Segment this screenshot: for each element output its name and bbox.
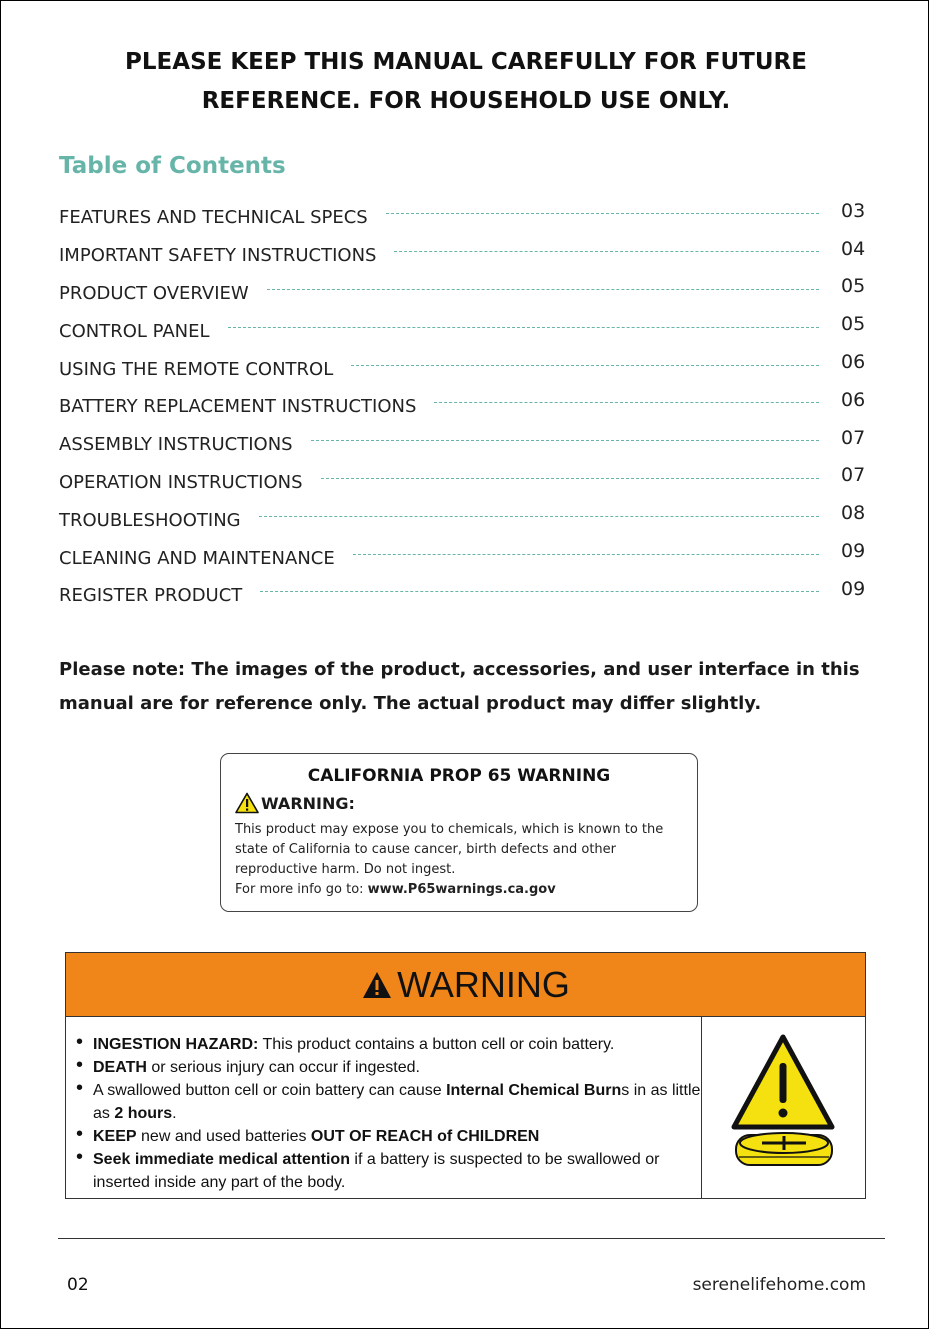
toc-entry[interactable] [59,422,871,460]
warning-emphasis: KEEP [93,1128,137,1145]
toc-leader-dots [386,213,819,214]
warning-emphasis: 2 hours [114,1105,173,1122]
battery-warning-item [76,1148,701,1194]
toc-entry-page: 07 [841,426,866,449]
warning-text: new and used batteries [136,1128,311,1145]
toc-entry-label: CLEANING AND MAINTENANCE [59,547,335,569]
coin-battery-hazard-icon [702,1017,865,1198]
header-line-2: REFERENCE. FOR HOUSEHOLD USE ONLY. [201,88,731,114]
toc-entry[interactable] [59,384,871,422]
toc-entry-label: USING THE REMOTE CONTROL [59,358,334,380]
header-line-1: PLEASE KEEP THIS MANUAL CAREFULLY FOR FUTURE [125,49,807,75]
toc-entry-label: CONTROL PANEL [59,320,210,342]
toc-entry[interactable] [59,497,871,535]
toc-entry-page: 06 [841,388,866,411]
toc-title: Table of Contents [59,153,286,179]
toc-leader-dots [394,251,819,252]
prop65-warning-label-row [235,792,355,814]
warning-text: A swallowed button cell or coin battery can cause [93,1082,447,1099]
toc-entry[interactable] [59,308,871,346]
toc-leader-dots [351,365,819,366]
warning-emphasis: INGESTION HAZARD: [93,1036,259,1053]
toc-entry-label: OPERATION INSTRUCTIONS [59,471,303,493]
warning-triangle-icon [235,792,259,814]
toc-entry-label: FEATURES AND TECHNICAL SPECS [59,207,368,229]
toc-leader-dots [353,554,819,555]
toc-entry-label: IMPORTANT SAFETY INSTRUCTIONS [59,245,377,267]
toc-leader-dots [311,440,819,441]
battery-warning-item [76,1056,701,1079]
toc-leader-dots [259,516,819,517]
battery-warning-item [76,1125,701,1148]
prop65-title: CALIFORNIA PROP 65 WARNING [307,766,611,786]
toc-entry[interactable] [59,535,871,573]
warning-triangle-icon [361,970,393,1000]
warning-text: s in as little as [93,1082,701,1122]
warning-emphasis: Internal Chemical Burn [446,1082,622,1099]
warning-text: . [172,1105,177,1122]
toc-entry[interactable] [59,195,871,233]
toc-entry-page: 08 [841,502,866,525]
toc-entry-label: ASSEMBLY INSTRUCTIONS [59,434,293,456]
toc-entry-label: TROUBLESHOOTING [59,509,241,531]
toc-entry-page: 09 [841,540,866,563]
toc-entry-page: 06 [841,351,866,374]
toc-entry-label: REGISTER PRODUCT [59,585,243,607]
toc-leader-dots [321,478,819,479]
battery-warning-item [76,1033,701,1056]
footer-website: serenelifehome.com [692,1275,866,1295]
warning-emphasis: Seek immediate medical attention [93,1151,350,1168]
prop65-info-prefix: For more info go to: [235,882,368,897]
toc-entry[interactable] [59,460,871,498]
prop65-warning-box [220,753,698,912]
toc-entry[interactable] [59,271,871,309]
battery-warning-box [65,952,866,1199]
prop65-info-url: www.P65warnings.ca.gov [367,882,556,897]
warning-text: This product contains a button cell or coin battery. [258,1036,615,1053]
toc-entry-page: 09 [841,577,866,600]
prop65-info [235,882,556,897]
toc-leader-dots [228,327,819,328]
battery-warning-heading: WARNING [397,963,570,1005]
footer-page-number: 02 [67,1275,89,1295]
prop65-body: This product may expose you to chemicals, which is known to the state of California to cause cancer, birth defects and other reproductive harm. Do not ingest. [235,822,664,877]
footer-divider [58,1238,885,1239]
toc-entry-page: 07 [841,464,866,487]
battery-warning-item [76,1079,701,1125]
toc-entry-page: 05 [841,275,866,298]
toc-entry-label: BATTERY REPLACEMENT INSTRUCTIONS [59,396,417,418]
toc-entry-page: 04 [841,237,866,260]
toc-entry[interactable] [59,346,871,384]
toc-entry-page: 05 [841,313,866,336]
page-header [61,43,871,121]
warning-emphasis: OUT OF REACH of CHILDREN [310,1128,540,1145]
note-prefix: Please note: [59,659,186,680]
prop65-warning-label: WARNING: [261,793,355,813]
table-of-contents [59,195,871,611]
toc-entry[interactable] [59,573,871,611]
warning-text: if a battery is suspected to be swallowed or inserted inside any part of the body. [93,1151,660,1191]
battery-warning-list [66,1017,702,1198]
warning-text: or serious injury can occur if ingested. [146,1059,420,1076]
toc-leader-dots [434,402,819,403]
toc-entry[interactable] [59,233,871,271]
toc-leader-dots [267,289,819,290]
toc-entry-page: 03 [841,199,866,222]
toc-leader-dots [260,591,819,592]
battery-hazard-image [702,1017,865,1198]
toc-entry-label: PRODUCT OVERVIEW [59,282,249,304]
battery-warning-header [66,953,865,1017]
note-text: The images of the product, accessories, and user interface in this manual are for reference only. The actual product may differ slightly. [59,659,860,714]
warning-emphasis: DEATH [93,1059,147,1076]
please-note [59,653,879,721]
